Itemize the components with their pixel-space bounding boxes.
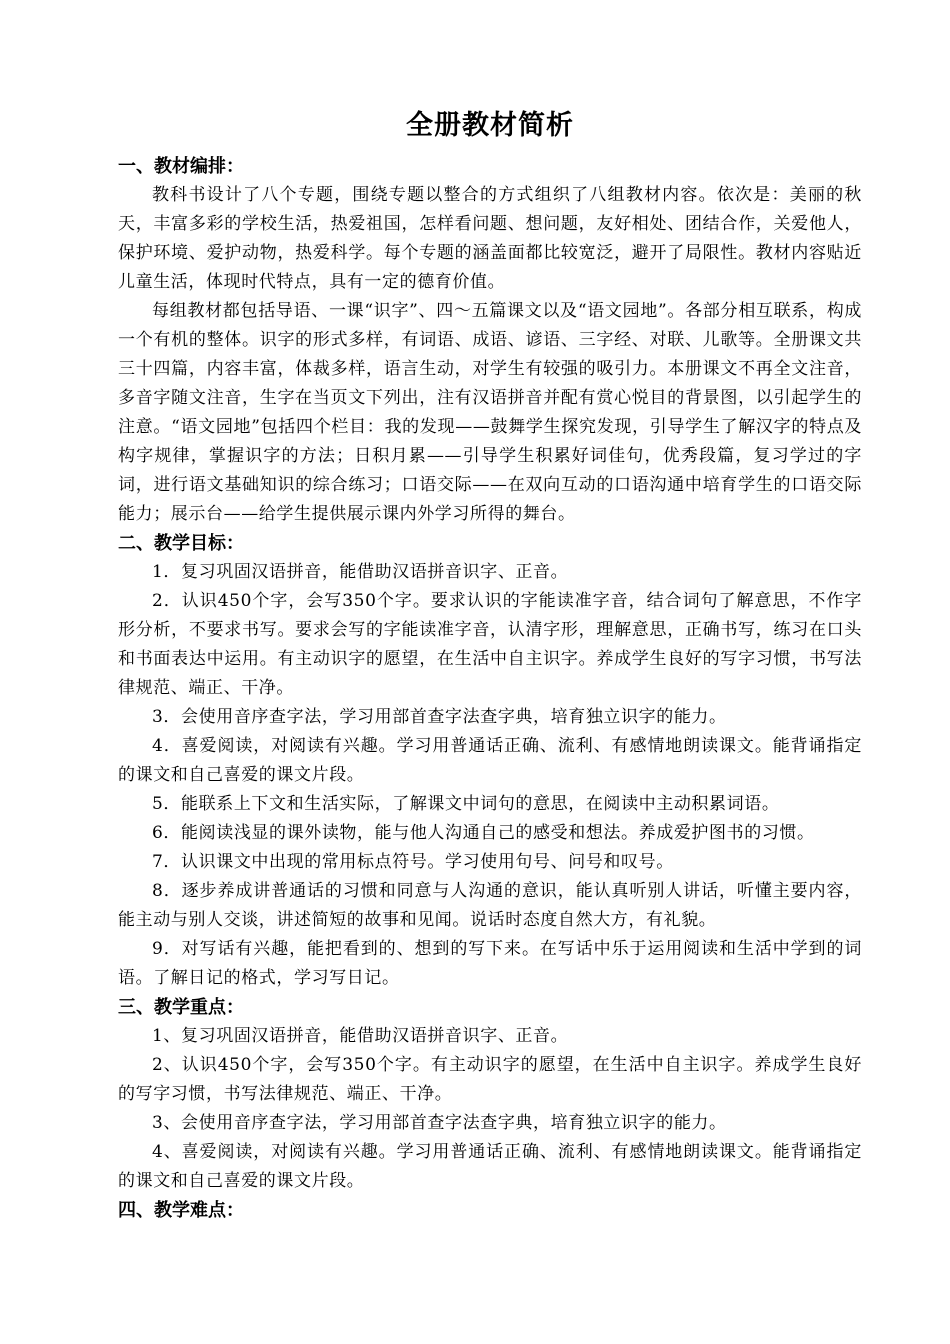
section-heading: 一、教材编排： bbox=[118, 156, 244, 177]
section-heading: 二、教学目标： bbox=[118, 533, 244, 554]
section-1 bbox=[118, 152, 862, 529]
list-item: 4．喜爱阅读，对阅读有兴趣。学习用普通话正确、流利、有感情地朗读课文。能背诵指定的课文和自己喜爱的课文片段。 bbox=[118, 736, 862, 785]
section-heading: 四、教学难点： bbox=[118, 1200, 244, 1221]
section-3 bbox=[118, 993, 862, 1196]
paragraph: 教科书设计了八个专题，围绕专题以整合的方式组织了八组教材内容。依次是：美丽的秋天，丰富多彩的学校生活，热爱祖国，怎样看问题、想问题，友好相处、团结合作，关爱他人，保护环境、爱护动物，热爱科学。每个专题的涵盖面都比较宽泛，避开了局限性。教材内容贴近儿童生活，体现时代特点，具有一定的德育价值。 bbox=[118, 185, 862, 292]
list-item: 1．复习巩固汉语拼音，能借助汉语拼音识字、正音。 bbox=[152, 562, 569, 582]
list-item: 9．对写话有兴趣，能把看到的、想到的写下来。在写话中乐于运用阅读和生活中学到的词语。了解日记的格式，学习写日记。 bbox=[118, 939, 862, 988]
section-2 bbox=[118, 529, 862, 993]
section-4 bbox=[118, 1196, 862, 1225]
list-item: 6．能阅读浅显的课外读物，能与他人沟通自己的感受和想法。养成爱护图书的习惯。 bbox=[152, 823, 815, 843]
list-item: 2．认识450个字，会写350个字。要求认识的字能读准字音，结合词句了解意思，不作字形分析，不要求书写。要求会写的字能读准字音，认清字形，理解意思，正确书写，练习在口头和书面表达中运用。有主动识字的愿望，在生活中自主识字。养成学生良好的写字习惯，书写法律规范、端正、干净。 bbox=[118, 591, 862, 698]
list-item: 1、复习巩固汉语拼音，能借助汉语拼音识字、正音。 bbox=[152, 1026, 569, 1046]
paragraph: 每组教材都包括导语、一课“识字”、四～五篇课文以及“语文园地”。各部分相互联系，构成一个有机的整体。识字的形式多样，有词语、成语、谚语、三字经、对联、儿歌等。全册课文共三十四篇，内容丰富，体裁多样，语言生动，对学生有较强的吸引力。本册课文不再全文注音，多音字随文注音，生字在当页文下列出，注有汉语拼音并配有赏心悦目的背景图，以引起学生的注意。“语文园地”包括四个栏目：我的发现——鼓舞学生探究发现，引导学生了解汉字的特点及构字规律，掌握识字的方法；日积月累——引导学生积累好词佳句，优秀段篇，复习学过的字词，进行语文基础知识的综合练习；口语交际——在双向互动的口语沟通中培育学生的口语交际能力；展示台——给学生提供展示课内外学习所得的舞台。 bbox=[118, 301, 862, 524]
list-item: 2、认识450个字，会写350个字。有主动识字的愿望，在生活中自主识字。养成学生良好的写字习惯，书写法律规范、端正、干净。 bbox=[118, 1055, 862, 1104]
list-item: 5．能联系上下文和生活实际，了解课文中词句的意思，在阅读中主动积累词语。 bbox=[152, 794, 780, 814]
list-item: 7．认识课文中出现的常用标点符号。学习使用句号、问号和叹号。 bbox=[152, 852, 674, 872]
list-item: 4、喜爱阅读，对阅读有兴趣。学习用普通话正确、流利、有感情地朗读课文。能背诵指定的课文和自己喜爱的课文片段。 bbox=[118, 1142, 862, 1191]
list-item: 3、会使用音序查字法，学习用部首查字法查字典，培育独立识字的能力。 bbox=[152, 1113, 727, 1133]
list-item: 3．会使用音序查字法，学习用部首查字法查字典，培育独立识字的能力。 bbox=[152, 707, 727, 727]
list-item: 8．逐步养成讲普通话的习惯和同意与人沟通的意识，能认真听别人讲话，听懂主要内容，能主动与别人交谈，讲述简短的故事和见闻。说话时态度自然大方，有礼貌。 bbox=[118, 881, 862, 930]
section-heading: 三、教学重点： bbox=[118, 997, 244, 1018]
document-title: 全册教材简析 bbox=[406, 110, 574, 141]
